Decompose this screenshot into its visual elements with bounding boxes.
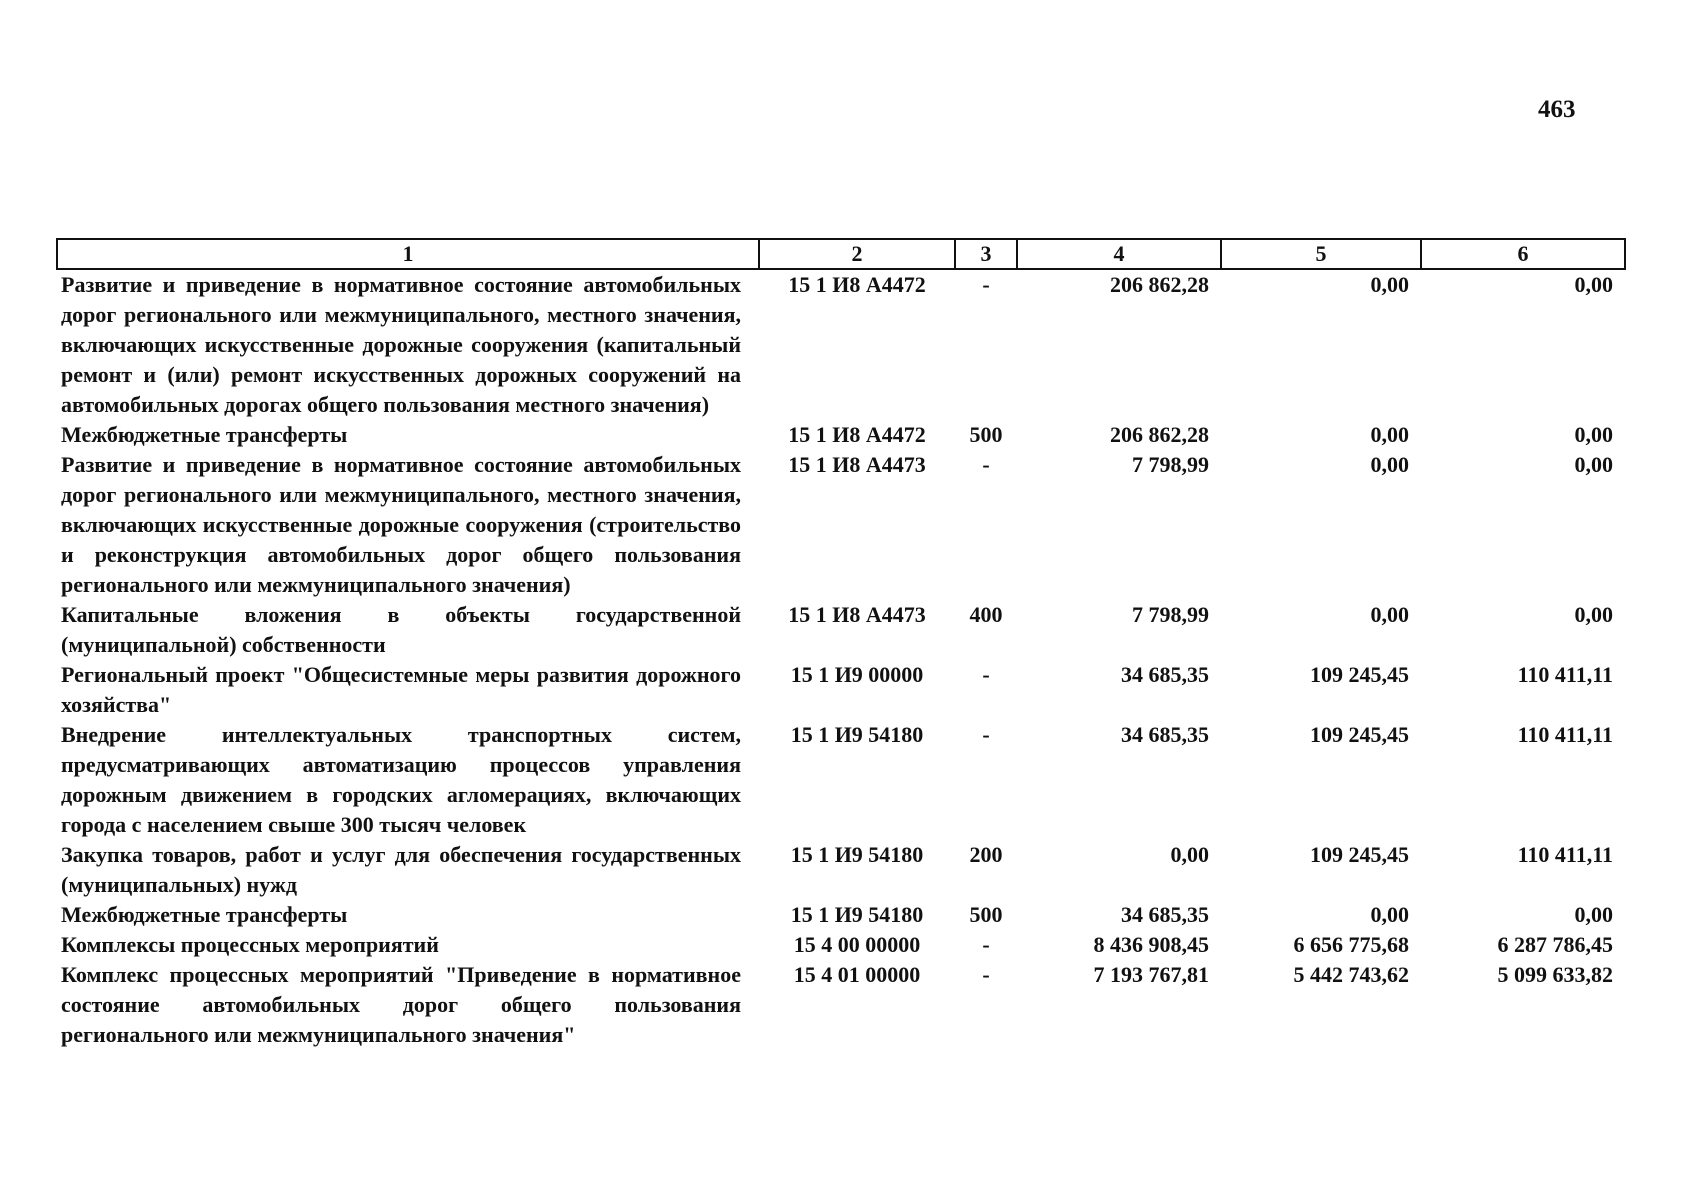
table-row xyxy=(57,930,1625,960)
row-value-col5: 0,00 xyxy=(1370,452,1409,477)
row-value-col5: 0,00 xyxy=(1370,422,1409,447)
row-value-col6: 110 411,11 xyxy=(1517,722,1613,747)
row-code: 15 1 И8 А4472 xyxy=(788,422,926,447)
row-expense-type: 400 xyxy=(969,602,1003,627)
row-code: 15 1 И9 54180 xyxy=(790,842,924,867)
table-row xyxy=(57,420,1625,450)
column-header-4: 4 xyxy=(1017,239,1221,269)
row-code: 15 1 И9 54180 xyxy=(790,902,924,927)
row-name: Внедрение интеллектуальных транспортных систем, предусматривающих автоматизацию процессов управления дорожным движением в городских агломерациях, включающих города с населением свыше 300 тысяч человек xyxy=(61,722,741,837)
row-value-col6: 110 411,11 xyxy=(1517,842,1613,867)
row-code: 15 1 И9 00000 xyxy=(790,662,924,687)
row-value-col6: 5 099 633,82 xyxy=(1497,962,1613,987)
table-row xyxy=(57,960,1625,1050)
row-code: 15 4 00 00000 xyxy=(793,932,921,957)
table-row xyxy=(57,840,1625,900)
row-expense-type: - xyxy=(982,962,990,987)
row-name: Комплекс процессных мероприятий "Приведение в нормативное состояние автомобильных дорог общего пользования регионального или межмуниципального значения" xyxy=(61,962,741,1047)
column-header-2: 2 xyxy=(759,239,955,269)
row-name: Развитие и приведение в нормативное состояние автомобильных дорог регионального или межмуниципального, местного значения, включающих искусственные дорожные сооружения (капитальный ремонт и (или) ремонт искусственных дорожных сооружений на автомобильных дорогах общего пользования местного значения) xyxy=(61,272,741,417)
row-value-col6: 0,00 xyxy=(1574,602,1613,627)
row-value-col4: 206 862,28 xyxy=(1110,422,1209,447)
row-code: 15 1 И8 А4473 xyxy=(788,602,926,627)
row-value-col5: 0,00 xyxy=(1370,902,1409,927)
row-value-col6: 6 287 786,45 xyxy=(1497,932,1613,957)
row-name: Межбюджетные трансферты xyxy=(61,902,348,927)
table-row xyxy=(57,660,1625,720)
table-row xyxy=(57,720,1625,840)
row-value-col4: 8 436 908,45 xyxy=(1093,932,1209,957)
row-value-col4: 0,00 xyxy=(1170,842,1209,867)
row-expense-type: - xyxy=(982,932,990,957)
row-value-col4: 7 193 767,81 xyxy=(1093,962,1209,987)
row-value-col6: 0,00 xyxy=(1574,272,1613,297)
row-value-col4: 7 798,99 xyxy=(1132,452,1209,477)
header-row xyxy=(57,239,1625,269)
row-name: Комплексы процессных мероприятий xyxy=(61,932,439,957)
row-expense-type: - xyxy=(982,452,990,477)
row-value-col6: 0,00 xyxy=(1574,422,1613,447)
row-value-col5: 5 442 743,62 xyxy=(1293,962,1409,987)
row-value-col5: 0,00 xyxy=(1370,272,1409,297)
row-name: Закупка товаров, работ и услуг для обеспечения государственных (муниципальных) нужд xyxy=(61,842,741,897)
table-row xyxy=(57,450,1625,600)
page-number: 463 xyxy=(1538,96,1576,123)
column-header-1: 1 xyxy=(57,239,759,269)
row-value-col5: 0,00 xyxy=(1370,602,1409,627)
column-header-6: 6 xyxy=(1421,239,1625,269)
table-row xyxy=(57,600,1625,660)
row-value-col6: 110 411,11 xyxy=(1517,662,1613,687)
table-row xyxy=(57,900,1625,930)
row-expense-type: - xyxy=(982,722,990,747)
row-code: 15 4 01 00000 xyxy=(793,962,921,987)
row-value-col4: 206 862,28 xyxy=(1110,272,1209,297)
row-value-col4: 34 685,35 xyxy=(1121,902,1209,927)
row-name: Межбюджетные трансферты xyxy=(61,422,348,447)
row-expense-type: 500 xyxy=(969,902,1003,927)
row-value-col6: 0,00 xyxy=(1574,452,1613,477)
row-expense-type: 200 xyxy=(969,842,1003,867)
table-row xyxy=(57,269,1625,420)
row-code: 15 1 И8 А4472 xyxy=(788,272,926,297)
row-value-col5: 109 245,45 xyxy=(1310,842,1409,867)
row-value-col4: 7 798,99 xyxy=(1132,602,1209,627)
budget-table xyxy=(56,238,1626,1050)
row-value-col4: 34 685,35 xyxy=(1121,662,1209,687)
column-header-3: 3 xyxy=(955,239,1017,269)
column-header-5: 5 xyxy=(1221,239,1421,269)
row-name: Развитие и приведение в нормативное состояние автомобильных дорог регионального или межмуниципального, местного значения, включающих искусственные дорожные сооружения (строительство и реконструкция автомобильных дорог общего пользования регионального или межмуниципального значения) xyxy=(61,452,741,597)
row-value-col5: 109 245,45 xyxy=(1310,722,1409,747)
row-value-col4: 34 685,35 xyxy=(1121,722,1209,747)
row-code: 15 1 И9 54180 xyxy=(790,722,924,747)
row-name: Капитальные вложения в объекты государственной (муниципальной) собственности xyxy=(61,602,741,657)
row-value-col5: 6 656 775,68 xyxy=(1293,932,1409,957)
row-expense-type: 500 xyxy=(969,422,1003,447)
row-expense-type: - xyxy=(982,272,990,297)
row-value-col5: 109 245,45 xyxy=(1310,662,1409,687)
row-expense-type: - xyxy=(982,662,990,687)
row-code: 15 1 И8 А4473 xyxy=(788,452,926,477)
row-name: Региональный проект "Общесистемные меры развития дорожного хозяйства" xyxy=(61,662,741,717)
row-value-col6: 0,00 xyxy=(1574,902,1613,927)
